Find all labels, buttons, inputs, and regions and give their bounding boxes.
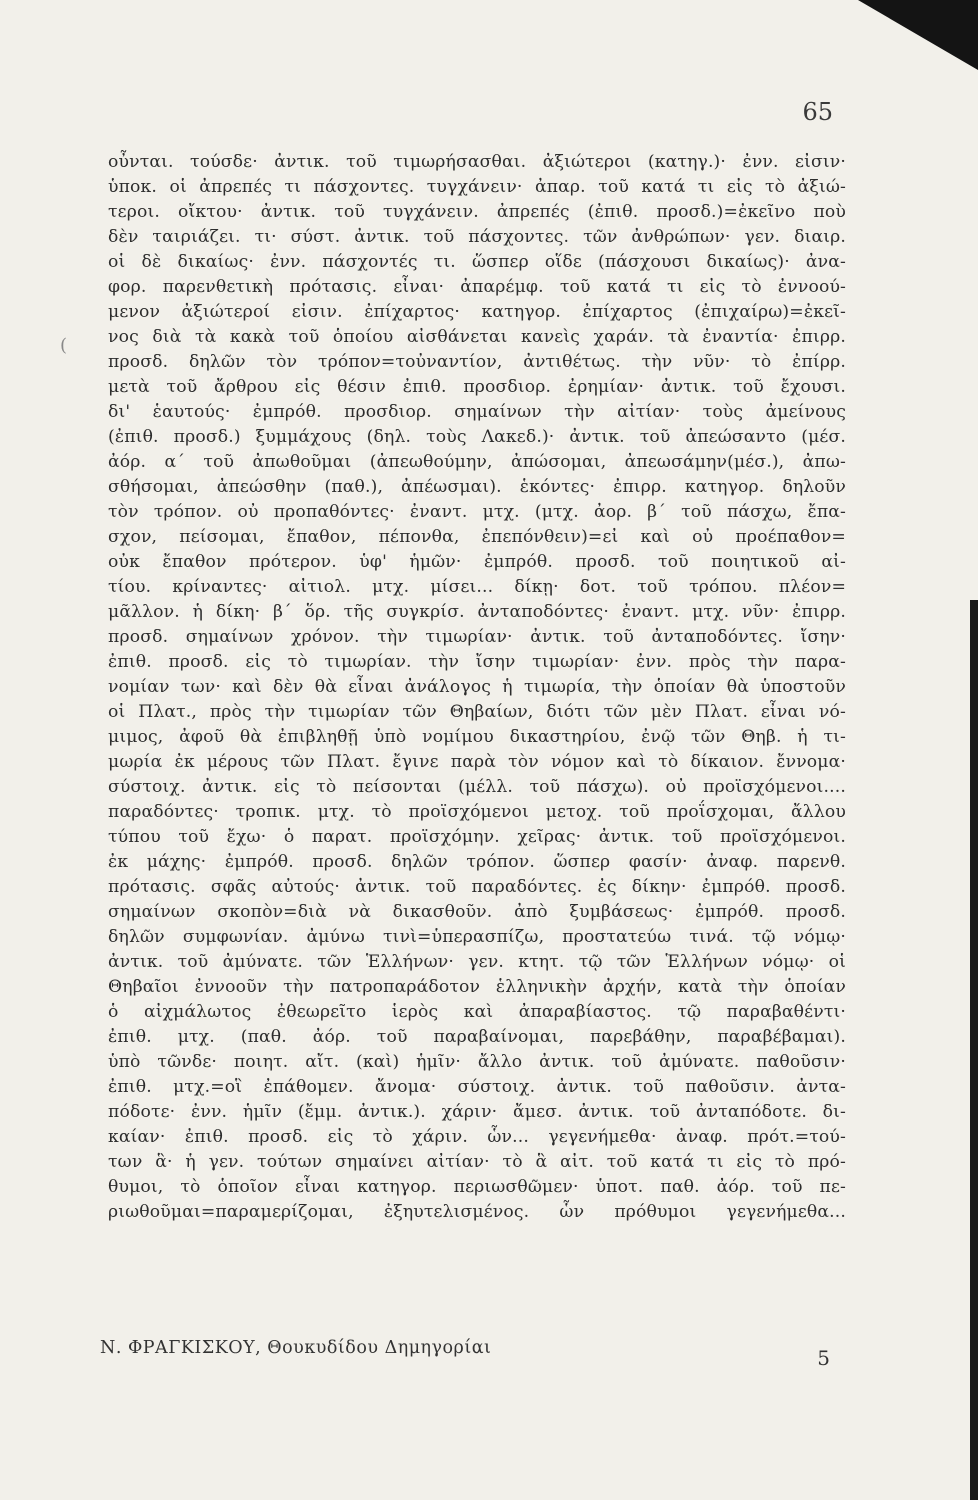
text-line: ἐπιθ. προσδ. εἰς τὸ τιμωρίαν. τὴν ἴσην τιμωρίαν· ἐνν. πρὸς τὴν παρα-: [108, 652, 846, 672]
text-line: ἐκ μάχης· ἐμπρόθ. προσδ. δηλῶν τρόπον. ὥσπερ φασίν· ἀναφ. παρενθ.: [108, 852, 846, 872]
scan-edge-shadow: [970, 600, 978, 1500]
text-line: τίου. κρίναντες· αἰτιολ. μτχ. μίσει... δίκῃ· δοτ. τοῦ τρόπου. πλέον=: [108, 577, 846, 597]
text-line: ἐπιθ. μτχ.=οἳ ἐπάθομεν. ἄνομα· σύστοιχ. ἀντικ. τοῦ παθοῦσιν. ἀντα-: [108, 1077, 846, 1097]
page-footer: [100, 1338, 830, 1368]
text-line: παραδόντες· τροπικ. μτχ. τὸ προϊσχόμενοι μετοχ. τοῦ προΐσχομαι, ἄλλου: [108, 802, 846, 822]
text-line: ὑπὸ τῶνδε· ποιητ. αἴτ. (καὶ) ἡμῖν· ἄλλο ἀντικ. τοῦ ἀμύνατε. παθοῦσιν·: [108, 1052, 846, 1072]
text-line: καίαν· ἐπιθ. προσδ. εἰς τὸ χάριν. ὧν... γεγενήμεθα· ἀναφ. πρότ.=τού-: [108, 1127, 846, 1147]
text-line: οἱ Πλατ., πρὸς τὴν τιμωρίαν τῶν Θηβαίων, διότι τῶν μὲν Πλατ. εἶναι νό-: [108, 702, 846, 722]
text-line: μετὰ τοῦ ἄρθρου εἰς θέσιν ἐπιθ. προσδιορ. ἐρημίαν· ἀντικ. τοῦ ἔχουσι.: [108, 377, 846, 397]
text-line: δὲν ταιριάζει. τι· σύστ. ἀντικ. τοῦ πάσχοντες. τῶν ἀνθρώπων· γεν. διαιρ.: [108, 227, 846, 247]
footer-author-title: Ν. ΦΡΑΓΚΙΣΚΟΥ, Θουκυδίδου Δημηγορίαι: [100, 1338, 492, 1358]
text-line: σύστοιχ. ἀντικ. εἰς τὸ πείσονται (μέλλ. τοῦ πάσχω). οὐ προϊσχόμενοι....: [108, 777, 846, 797]
text-line: μενον ἀξιώτεροί εἰσιν. ἐπίχαρτος· κατηγορ. ἐπίχαρτος (ἐπιχαίρω)=ἐκεῖ-: [108, 302, 846, 322]
text-line: ἀντικ. τοῦ ἀμύνατε. τῶν Ἑλλήνων· γεν. κτητ. τῷ τῶν Ἑλλήνων νόμῳ· οἱ: [108, 952, 846, 972]
text-line: των ἃ· ἡ γεν. τούτων σημαίνει αἰτίαν· τὸ ἃ αἰτ. τοῦ κατά τι εἰς τὸ πρό-: [108, 1152, 846, 1172]
signature-number: 5: [817, 1346, 830, 1370]
text-line: (ἐπιθ. προσδ.) ξυμμάχους (δηλ. τοὺς Λακεδ.)· ἀντικ. τοῦ ἀπεώσαντο (μέσ.: [108, 427, 846, 447]
text-line: θυμοι, τὸ ὁποῖον εἶναι κατηγορ. περιωσθῶμεν· ὑποτ. παθ. ἀόρ. τοῦ πε-: [108, 1177, 846, 1197]
text-line: πόδοτε· ἐνν. ἡμῖν (ἔμμ. ἀντικ.). χάριν· ἄμεσ. ἀντικ. τοῦ ἀνταπόδοτε. δι-: [108, 1102, 846, 1122]
text-line: μᾶλλον. ἡ δίκη· β΄ ὅρ. τῆς συγκρίσ. ἀνταποδόντες· ἐναντ. μτχ. νῦν· ἐπιρρ.: [108, 602, 846, 622]
text-line: οὐκ ἔπαθον πρότερον. ὑφ' ἡμῶν· ἐμπρόθ. προσδ. τοῦ ποιητικοῦ αἰ-: [108, 552, 846, 572]
text-line: δηλῶν συμφωνίαν. ἀμύνω τινὶ=ὑπερασπίζω, προστατεύω τινά. τῷ νόμῳ·: [108, 927, 846, 947]
text-line: ὁ αἰχμάλωτος ἐθεωρεῖτο ἱερὸς καὶ ἀπαραβίαστος. τῷ παραβαθέντι·: [108, 1002, 846, 1022]
text-line: ἀόρ. α΄ τοῦ ἀπωθοῦμαι (ἀπεωθούμην, ἀπώσομαι, ἀπεωσάμην(μέσ.), ἀπω-: [108, 452, 846, 472]
text-line: σημαίνων σκοπὸν=διὰ νὰ δικασθοῦν. ἀπὸ ξυμβάσεως· ἐμπρόθ. προσδ.: [108, 902, 846, 922]
text-line: οἱ δὲ δικαίως· ἐνν. πάσχοντές τι. ὥσπερ οἵδε (πάσχουσι δικαίως)· ἀνα-: [108, 252, 846, 272]
scan-corner-shadow: [858, 0, 978, 70]
text-line: προσδ. σημαίνων χρόνον. τὴν τιμωρίαν· ἀντικ. τοῦ ἀνταποδόντες. ἴσην·: [108, 627, 846, 647]
text-line: μιμος, ἀφοῦ θὰ ἐπιβληθῇ ὑπὸ νομίμου δικαστηρίου, ἐνῷ τῶν Θηβ. ἡ τι-: [108, 727, 846, 747]
text-line: δι' ἑαυτούς· ἐμπρόθ. προσδιορ. σημαίνων τὴν αἰτίαν· τοὺς ἀμείνους: [108, 402, 846, 422]
text-line: νος διὰ τὰ κακὰ τοῦ ὁποίου αἰσθάνεται κανεὶς χαράν. τὰ ἐναντία· ἐπιρρ.: [108, 327, 846, 347]
text-line: τὸν τρόπον. οὐ προπαθόντες· ἐναντ. μτχ. (μτχ. ἀορ. β΄ τοῦ πάσχω, ἔπα-: [108, 502, 846, 522]
text-line: τύπου τοῦ ἔχω· ὁ παρατ. προϊσχόμην. χεῖρας· ἀντικ. τοῦ προϊσχόμενοι.: [108, 827, 846, 847]
text-line: νομίαν των· καὶ δὲν θὰ εἶναι ἀνάλογος ἡ τιμωρία, τὴν ὁποίαν θὰ ὑποστοῦν: [108, 677, 846, 697]
text-line: ὑποκ. οἱ ἀπρεπές τι πάσχοντες. τυγχάνειν· ἀπαρ. τοῦ κατά τι εἰς τὸ ἀξιώ-: [108, 177, 846, 197]
text-line: οὖνται. τούσδε· ἀντικ. τοῦ τιμωρήσασθαι. ἀξιώτεροι (κατηγ.)· ἐνν. εἰσιν·: [108, 152, 846, 172]
text-line: προσδ. δηλῶν τὸν τρόπον=τοὐναντίον, ἀντιθέτως. τὴν νῦν· τὸ ἐπίρρ.: [108, 352, 846, 372]
commentary-text-block: [108, 150, 846, 1225]
text-line: πρότασις. σφᾶς αὐτούς· ἀντικ. τοῦ παραδόντες. ἐς δίκην· ἐμπρόθ. προσδ.: [108, 877, 846, 897]
page-number: 65: [802, 98, 833, 126]
text-line: Θηβαῖοι ἐννοοῦν τὴν πατροπαράδοτον ἑλληνικὴν ἀρχήν, κατὰ τὴν ὁποίαν: [108, 977, 846, 997]
text-line: ἐπιθ. μτχ. (παθ. ἀόρ. τοῦ παραβαίνομαι, παρεβάθην, παραβέβαμαι).: [108, 1027, 846, 1047]
text-line: τεροι. οἴκτου· ἀντικ. τοῦ τυγχάνειν. ἀπρεπές (ἐπιθ. προσδ.)=ἐκεῖνο ποὺ: [108, 202, 846, 222]
text-line: σχον, πείσομαι, ἔπαθον, πέπονθα, ἐπεπόνθειν)=εἰ καὶ οὐ προέπαθον=: [108, 527, 846, 547]
text-line: φορ. παρενθετικὴ πρότασις. εἶναι· ἀπαρέμφ. τοῦ κατά τι εἰς τὸ ἐννοού-: [108, 277, 846, 297]
margin-mark: (: [60, 335, 68, 356]
text-line: μωρία ἐκ μέρους τῶν Πλατ. ἔγινε παρὰ τὸν νόμον καὶ τὸ δίκαιον. ἔννομα·: [108, 752, 846, 772]
text-line: ριωθοῦμαι=παραμερίζομαι, ἐξηυτελισμένος. ὧν πρόθυμοι γεγενήμεθα...: [108, 1202, 846, 1222]
text-line: σθήσομαι, ἀπεώσθην (παθ.), ἀπέωσμαι). ἑκόντες· ἐπιρρ. κατηγορ. δηλοῦν: [108, 477, 846, 497]
